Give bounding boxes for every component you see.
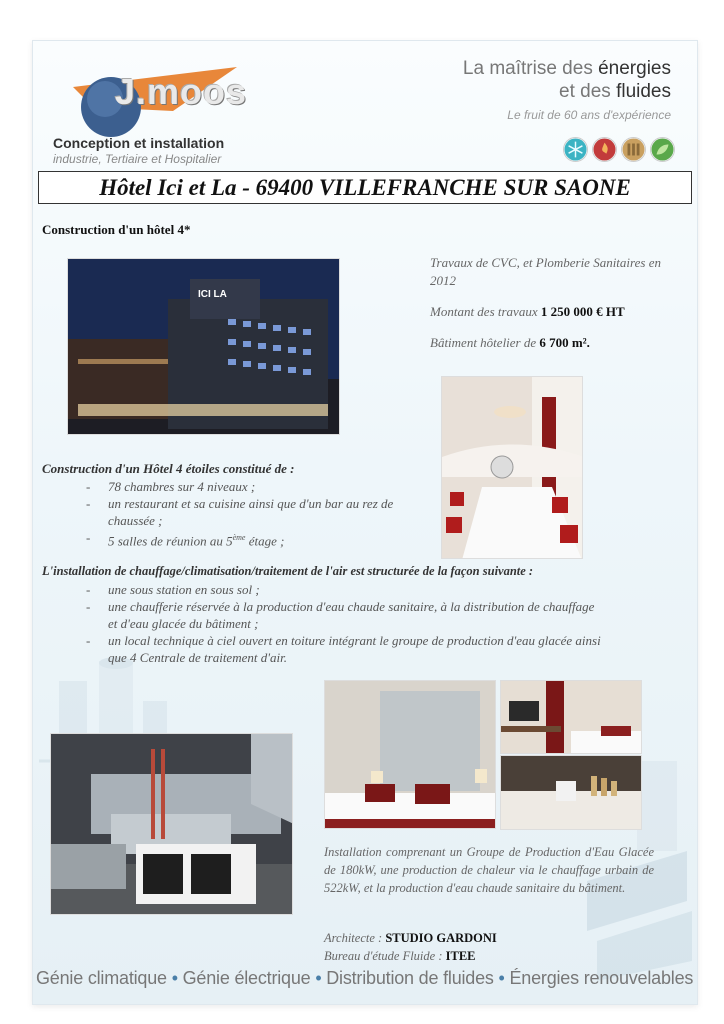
list-item: - un restaurant et sa cuisine ainsi que d'un bar au rez de chaussée ; [86,495,416,529]
logo-text: J.moos [115,71,248,112]
installation-caption: Installation comprenant un Groupe de Production d'Eau Glacée de 180kW, une production de chaleur via le chauffage urbain de 522kW, et la production d'eau chaude sanitaire du bâtiment. [324,845,654,895]
subtitle: Construction d'un hôtel 4* [42,222,191,237]
room-amenities-photo [500,755,642,830]
hotel-exterior-photo [67,258,340,435]
amount-line: Montant des travaux 1 250 000 € HT [430,304,625,319]
list-item: - une sous station en sous sol ; [86,581,606,598]
works-text: Travaux de CVC, et Plomberie Sanitaires en 2012 [430,255,661,288]
leaf-icon [650,137,675,162]
install-list [86,581,606,666]
room-desk-photo [500,680,642,754]
bureau-name: ITEE [445,949,476,963]
snowflake-icon [563,137,588,162]
restaurant-photo [441,376,583,559]
list-item: - une chaufferie réservée à la production d'eau chaude sanitaire, à la distribution de chauffage et d'eau glacée du bâtiment ; [86,598,606,632]
pipes-icon [621,137,646,162]
architect-name: STUDIO GARDONI [385,931,497,945]
amount-value: 1 250 000 € HT [540,304,625,319]
credits: Architecte : STUDIO GARDONI Bureau d'étude Fluide : ITEE [324,931,497,963]
building-value: 6 700 m². [539,335,590,350]
logo-subtitle: Conception et installation [53,135,225,151]
document-page [32,40,698,1005]
svg-text:ICI LA: ICI LA [198,289,227,300]
page-title: Hôtel Ici et La - 69400 VILLEFRANCHE SUR SAONE [38,171,692,204]
list-item: - 5 salles de réunion au 5ème étage ; [86,529,416,549]
project-facts [430,254,680,365]
plant-room-photo [50,733,293,915]
hotel-list [86,478,416,549]
flame-icon [592,137,617,162]
logo-sectors: industrie, Tertiaire et Hospitalier [53,152,222,166]
hotel-room-photo [324,680,496,829]
list-item: - un local technique à ciel ouvert en toiture intégrant le groupe de production d'eau glacée ainsi que 4 Centrale de traitement d'air. [86,632,606,666]
tagline-experience: Le fruit de 60 ans d'expérience [507,108,671,122]
install-heading: L'installation de chauffage/climatisation/traitement de l'air est structurée de la façon suivante : [42,564,534,578]
building-line: Bâtiment hôtelier de 6 700 m². [430,335,590,350]
footer-services: Génie climatique • Génie électrique • Distribution de fluides • Énergies renouvelables [36,968,694,988]
energy-icons [563,137,675,162]
hotel-heading: Construction d'un Hôtel 4 étoiles constitué de : [42,461,295,476]
list-item: - 78 chambres sur 4 niveaux ; [86,478,416,495]
tagline: La maîtrise des énergies et des fluides [462,58,671,102]
